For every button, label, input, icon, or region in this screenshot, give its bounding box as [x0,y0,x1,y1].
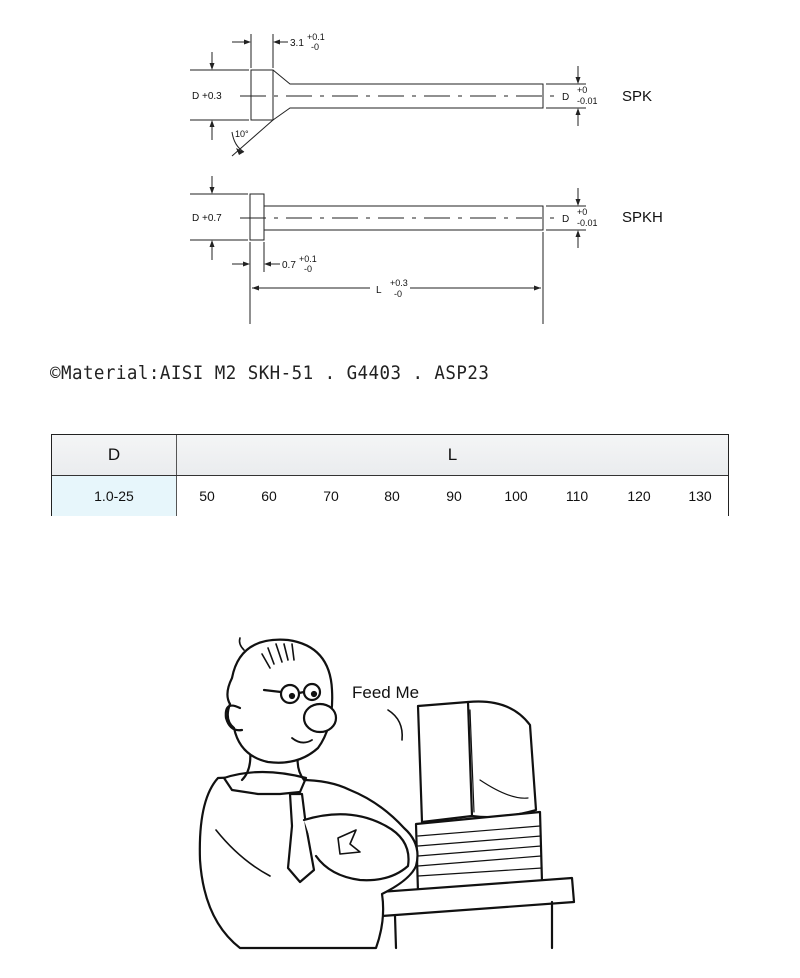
l-value: 60 [261,488,277,504]
spk-shank-d-label: D [562,92,570,103]
material-spec: ©Material:AISI M2 SKH-51 . G4403 . ASP23 [50,362,490,384]
spk-pin-outline [251,70,543,120]
spk-head-thickness-tol-lower: -0 [311,42,320,52]
length-tol-upper: +0.3 [390,278,408,288]
l-values-cell [177,476,728,516]
spkh-head-diameter-label: D +0.7 [192,213,222,224]
spkh-shank-d-label: D [562,214,570,225]
desk-icon [380,878,574,948]
spkh-head-thickness: 0.7 [282,260,296,271]
table-header-row [52,435,728,476]
spkh-name: SPKH [622,209,663,226]
l-value: 100 [504,488,528,504]
table-row [52,476,728,516]
spk-name: SPK [622,88,653,105]
spkh-shank-tol-upper: +0 [577,207,588,217]
speech-text: Feed Me [352,683,420,702]
length-label: L [376,285,382,296]
l-value: 130 [688,488,712,504]
d-range-cell: 1.0-25 [52,476,177,516]
cartoon-man-at-computer [180,630,600,950]
dimension-table [51,434,729,516]
header-l: L [447,445,458,464]
l-value: 70 [323,488,339,504]
spk-shank-tol-lower: -0.01 [577,96,598,106]
spk-angle-label: 10° [235,129,249,139]
spkh-shank-tol-lower: -0.01 [577,218,598,228]
pin-technical-drawing [0,0,800,340]
l-value: 110 [565,488,589,504]
spkh-head-thickness-tol-upper: +0.1 [299,254,317,264]
header-d: D [52,435,177,475]
spk-shank-tol-upper: +0 [577,85,588,95]
computer-monitor-icon [418,701,536,822]
spk-head-thickness: 3.1 [290,38,304,49]
speech-pointer-icon [388,710,402,740]
length-tol-lower: -0 [394,289,403,299]
spk-head-diameter-label: D +0.3 [192,91,222,102]
l-value: 120 [627,488,651,504]
l-value: 90 [446,488,462,504]
l-value: 50 [199,488,215,504]
spkh-pin-outline [250,194,543,240]
l-value: 80 [384,488,400,504]
spk-head-thickness-tol-upper: +0.1 [307,32,325,42]
computer-base-icon [416,812,542,892]
spkh-head-thickness-tol-lower: -0 [304,264,313,274]
